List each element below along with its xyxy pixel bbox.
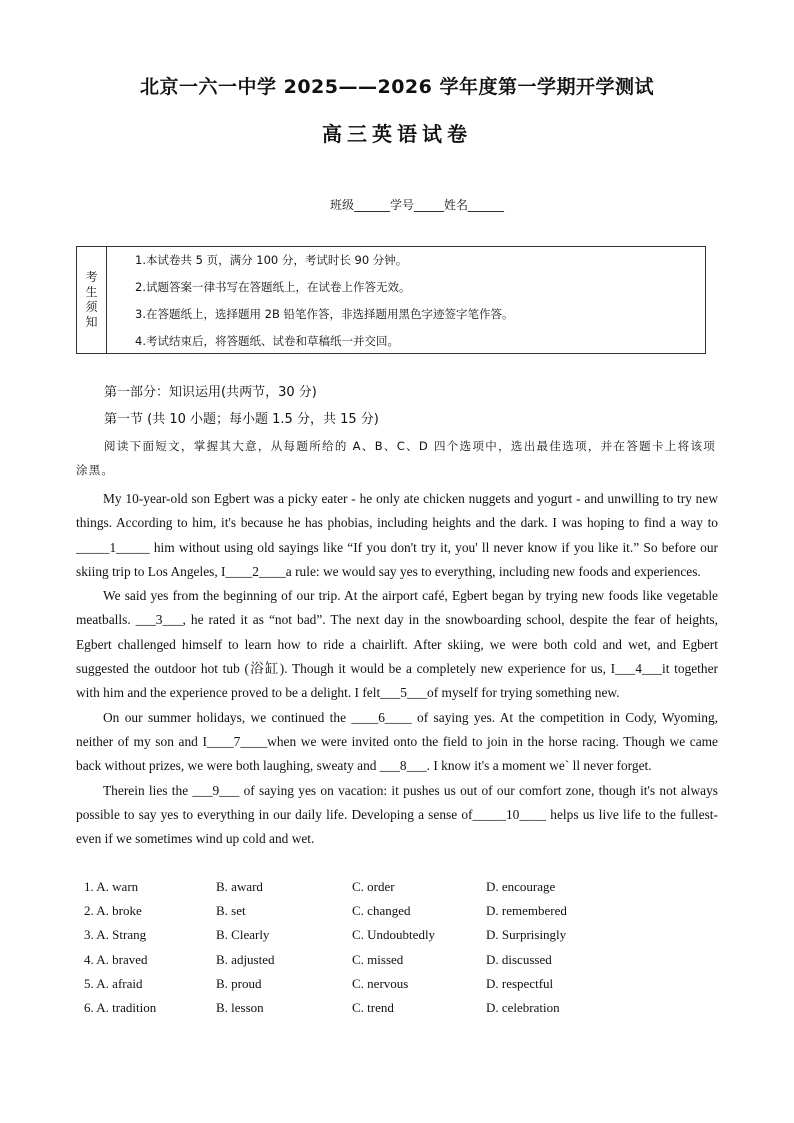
student-info-line: 班级______学号_____姓名______ [330,198,505,212]
option-d: D. remembered [486,903,567,919]
answer-options [84,876,704,1021]
notice-label-char: 须 [85,300,98,314]
passage-paragraph: On our summer holidays, we continued the ____6____ of saying yes. At the competition in Cody, Wyoming, neither of my son and I____7____when we were invited onto the field to join in the horse racing. Though we came back without prizes, we were both laughing, sweaty and ___8___. I know it's a moment we` ll never forget. [76,709,718,774]
notice-item: 3.在答题纸上，选择题用 2B 铅笔作答，非选择题用黑色字迹签字笔作答。 [135,307,514,321]
option-a: 4. A. braved [84,951,148,967]
question-options-row [84,949,704,973]
exam-title: 北京一六一中学 2025——2026 学年度第一学期开学测试 [140,76,654,98]
option-a: 2. A. broke [84,903,142,919]
option-a: 5. A. afraid [84,975,143,991]
notice-item: 1.本试卷共 5 页，满分 100 分，考试时长 90 分钟。 [135,253,408,267]
question-options-row [84,924,704,948]
option-a: 3. A. Strang [84,927,147,943]
cloze-passage [76,487,718,851]
option-a: 6. A. tradition [84,999,157,1015]
reading-instruction: 阅读下面短文，掌握其大意，从每题所给的 A、B、C、D 四个选项中，选出最佳选项，并在答题卡上将该项涂黑。 [76,439,716,477]
option-c: C. Undoubtedly [352,927,436,943]
notice-label [77,247,107,353]
passage-paragraph: Therein lies the ___9___ of saying yes on vacation: it pushes us out of our comfort zone, though it's not always possible to say yes to everything in our daily life. Developing a sense of_____10____ helps us live life to the fullest-even if we sometimes wind up cold and wet. [76,782,718,847]
notice-items [135,249,699,357]
notice-label-char: 生 [85,285,98,299]
passage-paragraph: We said yes from the beginning of our trip. At the airport café, Egbert began by trying new foods like vegetable meatballs. ___3___, he rated it as “not bad”. The next day in the snowboarding school, despite the fear of heights, Egbert challenged himself to learn how to ride a chairlift. After skiing, we were both cold and wet, and Egbert suggested the outdoor hot tub (浴缸). Though it would be a completely new experience for us, I___4___it together with him and the experience proved to be a delight. I felt___5___of myself for trying something new. [76,588,718,701]
option-b: B. proud [216,975,262,991]
question-options-row [84,876,704,900]
option-c: C. trend [352,999,394,1015]
option-c: C. missed [352,951,404,967]
question-options-row [84,973,704,997]
option-d: D. Surprisingly [486,927,567,943]
notice-item: 2.试题答案一律书写在答题纸上，在试卷上作答无效。 [135,280,411,294]
question-options-row [84,900,704,924]
option-d: D. respectful [486,975,554,991]
option-b: B. adjusted [216,951,275,967]
passage-paragraph: My 10-year-old son Egbert was a picky eater - he only ate chicken nuggets and yogurt - and unwilling to try new things. According to him, it's because he has phobias, including heights and the dark. I was hoping to find a way to _____1_____ him without using old sayings like “If you don't try it, you' ll never know if you like it.” So before our skiing trip to Los Angeles, I____2____a rule: we would say yes to everything, including new foods and experiences. [76,491,718,579]
option-c: C. order [352,879,395,894]
exam-notice-box [76,246,706,354]
part-heading: 第一部分：知识运用(共两节，30 分) [104,385,317,400]
notice-label-char: 知 [85,315,98,329]
option-d: D. celebration [486,999,560,1015]
option-b: B. set [216,903,246,919]
option-b: B. Clearly [216,927,270,943]
option-c: C. changed [352,903,411,919]
option-d: D. encourage [486,879,556,894]
option-a: 1. A. warn [84,879,139,894]
question-options-row [84,997,704,1021]
notice-item: 4.考试结束后，将答题纸、试卷和草稿纸一并交回。 [135,334,399,348]
option-b: B. award [216,879,263,894]
section-heading: 第一节 (共 10 小题；每小题 1.5 分，共 15 分) [104,412,379,427]
option-c: C. nervous [352,975,409,991]
exam-subtitle: 高三英语试卷 [322,122,472,146]
option-d: D. discussed [486,951,552,967]
notice-label-char: 考 [85,270,98,284]
option-b: B. lesson [216,999,264,1015]
